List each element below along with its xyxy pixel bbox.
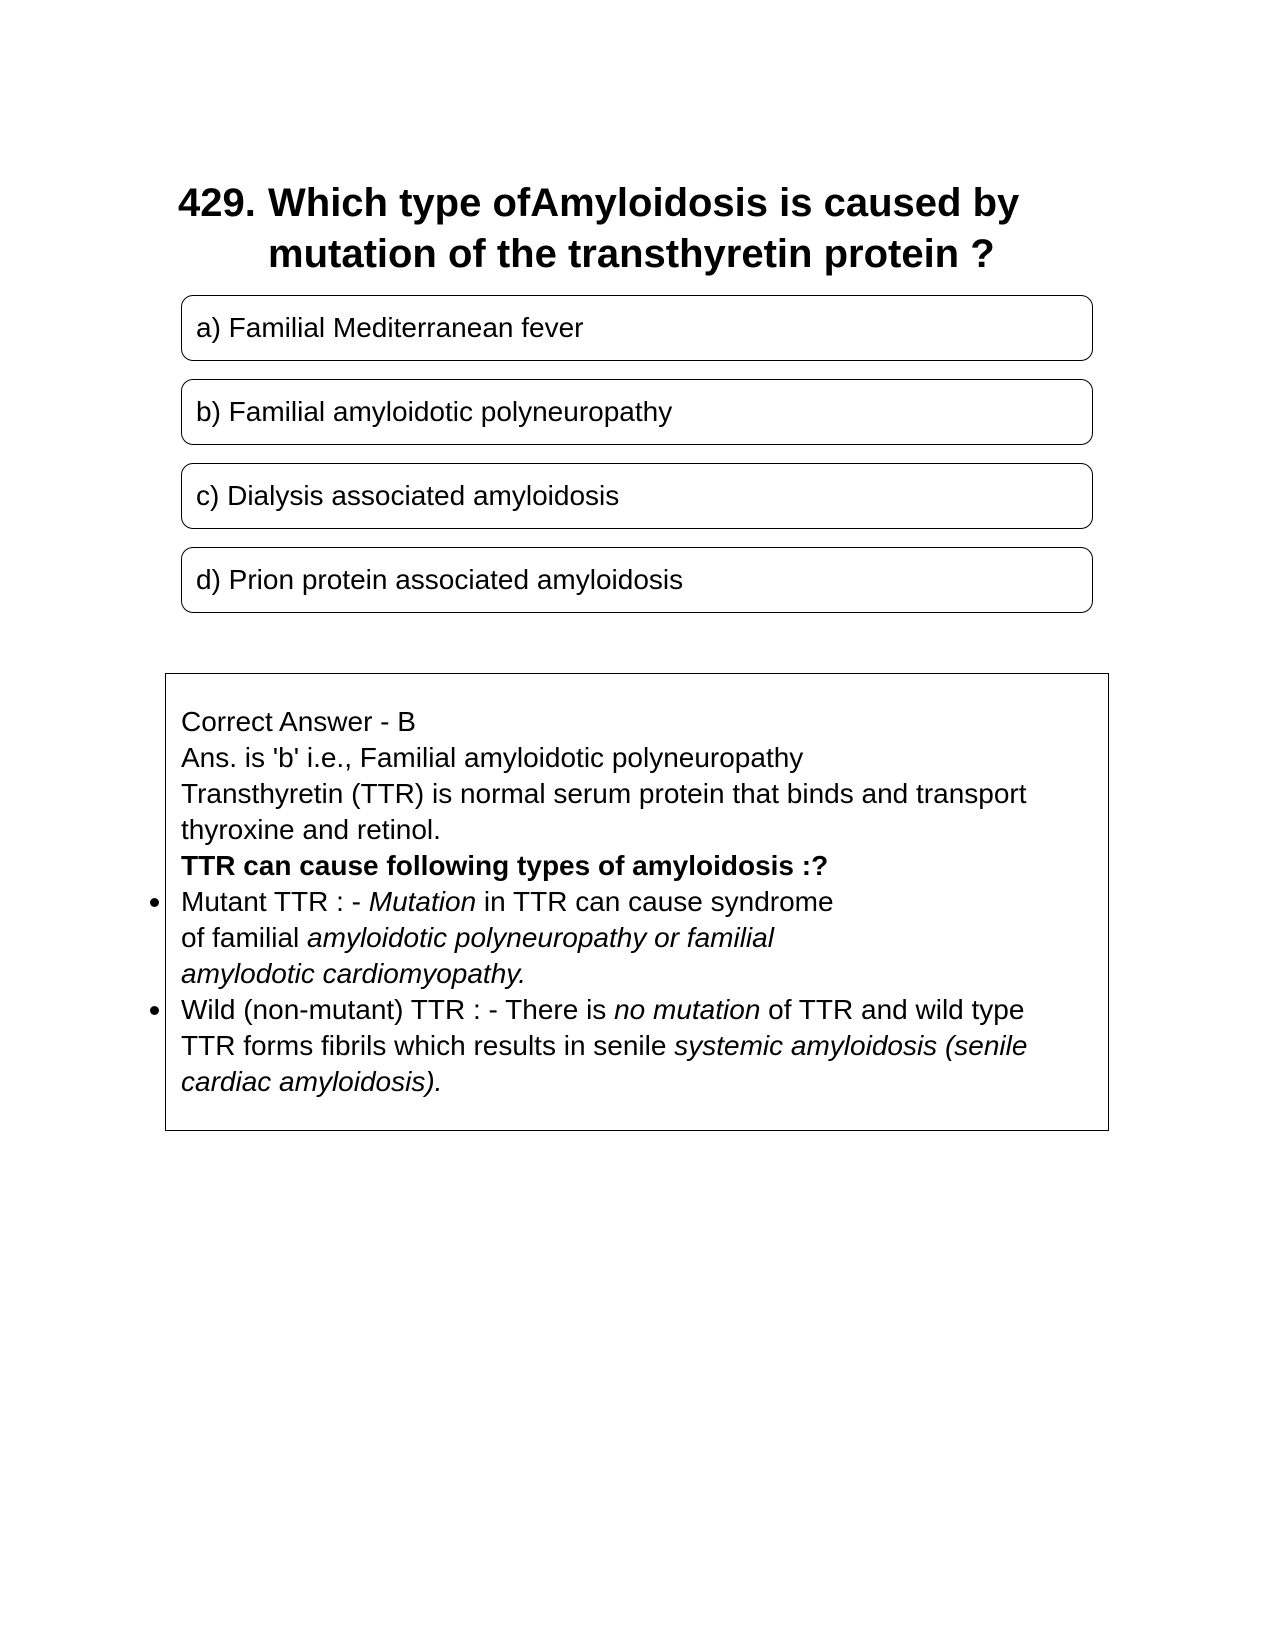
bullet-mutant-ttr: Mutant TTR : - Mutation in TTR can cause syndrome of familial amyloidotic polyneuropathy or familial amylodotic cardiomyopathy. [181,884,1101,992]
ttr-description-line-1: Transthyretin (TTR) is normal serum protein that binds and transport [181,778,1027,809]
bullet-wild-ttr: Wild (non-mutant) TTR : - There is no mutation of TTR and wild type TTR forms fibrils which results in senile systemic amyloidosis (senile cardiac amyloidosis). [181,992,1101,1100]
option-b[interactable]: b) Familial amyloidotic polyneuropathy [181,379,1093,445]
bullet-icon [150,1006,159,1015]
bullet-icon [150,898,159,907]
option-d[interactable]: d) Prion protein associated amyloidosis [181,547,1093,613]
question-number: 429. [178,181,256,225]
answer-explanation [181,704,1101,1100]
ttr-description-line-2: thyroxine and retinol. [181,814,441,845]
types-heading: TTR can cause following types of amyloidosis :? [181,850,829,881]
correct-answer: Correct Answer - B [181,706,416,737]
question-line-1: Which type ofAmyloidosis is caused by [268,181,1020,225]
question-text [268,178,1098,280]
question-heading [178,178,1098,280]
question-line-2: mutation of the transthyretin protein ? [268,232,995,276]
answer-statement: Ans. is 'b' i.e., Familial amyloidotic polyneuropathy [181,742,804,773]
option-a[interactable]: a) Familial Mediterranean fever [181,295,1093,361]
option-c[interactable]: c) Dialysis associated amyloidosis [181,463,1093,529]
